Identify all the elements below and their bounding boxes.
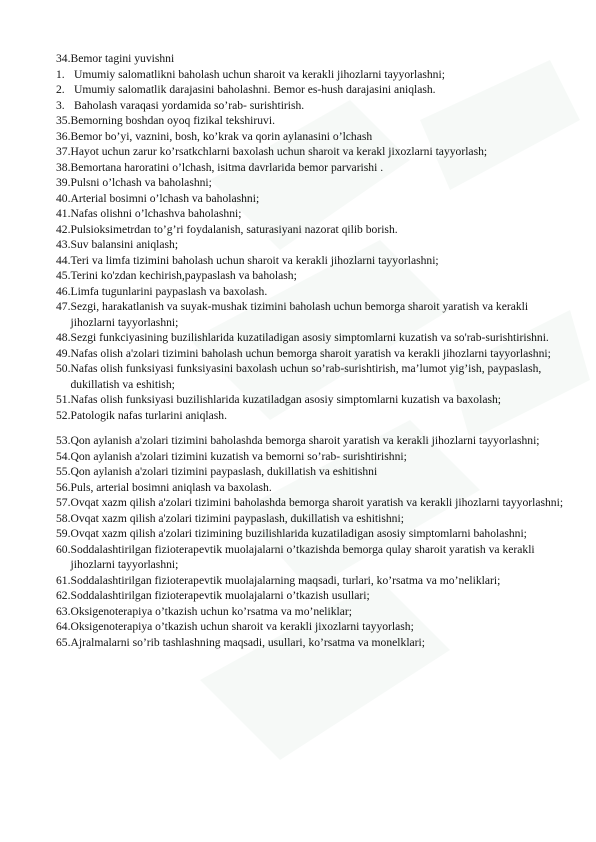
list-item <box>56 392 564 408</box>
item-number: 63. <box>56 604 71 618</box>
item-text: Qon aylanish a'zolari tizimini paypaslash, dukillatish va eshitishni <box>70 465 378 478</box>
list-item <box>56 191 564 207</box>
list-item <box>56 619 564 635</box>
item-text: Puls, arterial bosimni aniqlash va baxolash. <box>70 480 272 494</box>
item-text: Ovqat xazm qilish a'zolari tizimini baholashda bemorga sharoit yaratish va kerakli jihozlarni tayyorlashni; <box>70 496 564 509</box>
item-text: Oksigenoterapiya o’tkazish uchun sharoit va kerakli jixozlarni tayyorlash; <box>70 620 414 633</box>
list-item <box>56 573 564 589</box>
item-text: Nafas olishni o’lchashva baholashni; <box>70 207 242 220</box>
item-number: 49. <box>56 346 71 360</box>
list-item <box>56 526 564 542</box>
list-item <box>56 495 564 511</box>
item-text: Qon aylanish a'zolari tizimini baholashda bemorga sharoit yaratish va kerakli jihozlarni tayyorlashni; <box>70 434 540 447</box>
item-text: Arterial bosimni o’lchash va baholashni; <box>70 191 260 205</box>
list-item <box>56 408 564 424</box>
list-item <box>56 330 564 346</box>
item-text: Bemorning boshdan oyoq fizikal tekshiruvi. <box>70 114 275 127</box>
item-number: 54. <box>56 449 71 463</box>
list-item <box>56 206 564 222</box>
list-item <box>56 253 564 269</box>
list-item <box>56 98 564 114</box>
item-text: Ovqat xazm qilish a'zolari tizimini paypaslash, dukillatish va eshitishni; <box>70 511 404 525</box>
item-number: 40. <box>56 191 71 205</box>
item-number: 62. <box>56 589 71 602</box>
item-number: 39. <box>56 176 71 189</box>
list-item <box>56 144 564 160</box>
list-item <box>56 160 564 176</box>
item-text: Nafas olish funksiyasi buzilishlarida kuzatiladgan asosiy simptomlarni kuzatish va baxolash; <box>70 393 501 406</box>
numbered-list <box>56 51 564 650</box>
item-number: 64. <box>56 620 71 633</box>
item-text: Umumiy salomatlikni baholash uchun sharoit va kerakli jihozlarni tayyorlashni; <box>74 67 445 81</box>
list-item <box>56 51 564 67</box>
item-text: Umumiy salomatlik darajasini baholashni. Bemor es-hush darajasini aniqlash. <box>74 83 436 96</box>
item-number: 51. <box>56 393 71 406</box>
item-text: Nafas olish a'zolari tizimini baholash uchun bemorga sharoit yaratish va kerakli jihozlarni tayyorlashni; <box>70 346 551 360</box>
list-item <box>56 237 564 253</box>
item-number: 59. <box>56 527 71 540</box>
item-number: 2. <box>56 83 65 96</box>
list-item <box>56 635 564 651</box>
list-item <box>56 113 564 129</box>
item-number: 53. <box>56 434 71 447</box>
list-item <box>56 511 564 527</box>
item-number: 37. <box>56 145 71 158</box>
item-number: 44. <box>56 253 71 267</box>
item-number: 58. <box>56 511 71 525</box>
list-item <box>56 464 564 480</box>
item-text: Pulsioksimetrdan to’g’ri foydalanish, saturasiyani nazorat qilib borish. <box>70 222 398 236</box>
item-text: Sezgi funkciyasining buzilishlarida kuzatiladigan asosiy simptomlarni kuzatish va so'rab-surishtirishni. <box>70 331 549 344</box>
item-text: Limfa tugunlarini paypaslash va baxolash. <box>70 284 268 298</box>
item-text: Ovqat xazm qilish a'zolari tizimining buzilishlarida kuzatiladigan asosiy simptomlarni baholashni; <box>70 527 527 540</box>
item-number: 48. <box>56 331 71 344</box>
list-item <box>56 480 564 496</box>
item-number: 42. <box>56 222 71 236</box>
item-text: Soddalashtirilgan fizioterapevtik muolajalarni o’tkazish usullari; <box>70 589 370 602</box>
item-text: Bemor tagini yuvishni <box>70 52 175 65</box>
item-number: 3. <box>56 98 65 112</box>
item-number: 65. <box>56 635 71 649</box>
item-text: Baholash varaqasi yordamida so’rab- surishtirish. <box>74 98 305 112</box>
item-number: 45. <box>56 269 71 282</box>
item-number: 47. <box>56 300 71 313</box>
item-text: Ajralmalarni so’rib tashlashning maqsadi, usullari, ko’rsatma va monelklari; <box>70 635 425 649</box>
item-number: 56. <box>56 480 71 494</box>
item-text: Qon aylanish a'zolari tizimini kuzatish va bemorni so’rab- surishtirishni; <box>70 449 407 463</box>
item-number: 43. <box>56 238 71 251</box>
list-item <box>56 588 564 604</box>
list-item <box>56 449 564 465</box>
item-text: Oksigenoterapiya o’tkazish uchun ko’rsatma va mo’neliklar; <box>70 604 352 618</box>
item-number: 61. <box>56 573 71 587</box>
list-item <box>56 542 564 573</box>
item-number: 60. <box>56 542 71 556</box>
item-text: Soddalashtirilgan fizioterapevtik muolajalarning maqsadi, turlari, ko’rsatma va mo’neliklari; <box>70 573 501 587</box>
item-number: 50. <box>56 362 71 375</box>
list-item <box>56 67 564 83</box>
item-text: Terini ko'zdan kechirish,paypaslash va baholash; <box>70 269 297 282</box>
item-text: Pulsni o’lchash va baholashni; <box>70 176 212 189</box>
list-item <box>56 361 564 392</box>
list-item <box>56 346 564 362</box>
item-number: 57. <box>56 496 71 509</box>
list-item <box>56 129 564 145</box>
item-number: 1. <box>56 67 65 81</box>
list-item <box>56 222 564 238</box>
item-text: Bemortana haroratini o’lchash, isitma davrlarida bemor parvarishi . <box>70 160 384 174</box>
item-text: Sezgi, harakatlanish va suyak-mushak tizimini baholash uchun bemorga sharoit yaratish va kerakli jihozlarni tayyorlashni; <box>70 300 529 329</box>
item-text: Soddalashtirilgan fizioterapevtik muolajalarni o’tkazishda bemorga qulay sharoit yaratish va kerakli jihozlarni tayyorlashni; <box>70 542 535 571</box>
item-text: Nafas olish funksiyasi funksiyasini baxolash uchun so’rab-surishtirish, ma’lumot yig’ish, paypaslash, dukillatish va eshitish; <box>70 362 542 391</box>
item-number: 38. <box>56 160 71 174</box>
item-text: Patologik nafas turlarini aniqlash. <box>70 408 227 422</box>
item-text: Suv balansini aniqlash; <box>70 238 179 251</box>
item-number: 36. <box>56 129 71 143</box>
list-item <box>56 604 564 620</box>
item-number: 35. <box>56 114 71 127</box>
item-text: Hayot uchun zarur ko’rsatkchlarni baxolash uchun sharoit va kerakl jixozlarni tayyorlash; <box>70 145 488 158</box>
list-item <box>56 82 564 98</box>
item-text: Teri va limfa tizimini baholash uchun sharoit va kerakli jihozlarni tayyorlashni; <box>70 253 439 267</box>
list-item <box>56 268 564 284</box>
item-number: 41. <box>56 207 71 220</box>
list-item <box>56 433 564 449</box>
list-item <box>56 299 564 330</box>
item-number: 55. <box>56 465 71 478</box>
list-item <box>56 175 564 191</box>
item-number: 46. <box>56 284 71 298</box>
section-gap <box>56 423 564 433</box>
list-item <box>56 284 564 300</box>
item-number: 52. <box>56 408 71 422</box>
item-text: Bemor bo’yi, vaznini, bosh, ko’krak va qorin aylanasini o’lchash <box>70 129 373 143</box>
item-number: 34. <box>56 52 71 65</box>
